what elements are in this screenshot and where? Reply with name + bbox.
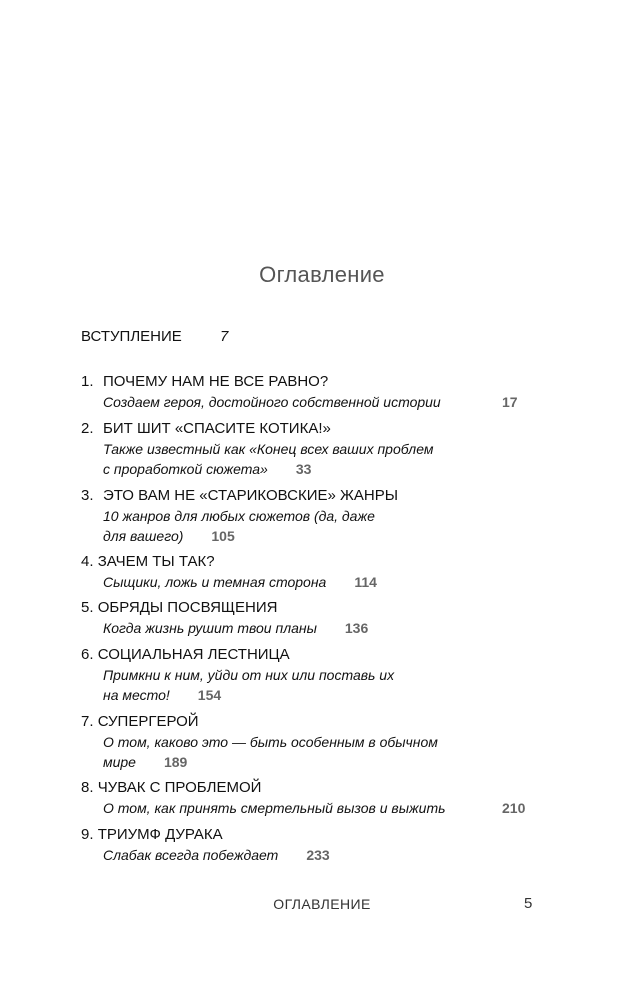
entry-page-number: 154 (197, 687, 222, 703)
entry-subtitle-line: на место! (103, 687, 170, 703)
toc-entry-2 (81, 419, 433, 479)
entry-title: ПОЧЕМУ НАМ НЕ ВСЕ РАВНО? (103, 373, 329, 390)
intro-label: ВСТУПЛЕНИЕ (81, 328, 182, 345)
entry-subtitle-line: мире (103, 754, 136, 770)
entry-title: ЗАЧЕМ ТЫ ТАК? (97, 553, 215, 570)
entry-title: ЧУВАК С ПРОБЛЕМОЙ (97, 779, 262, 796)
entry-page-number: 105 (211, 528, 235, 544)
entry-subtitle-line: Сыщики, ложь и темная сторона (103, 574, 327, 590)
intro-entry (81, 328, 228, 345)
entry-page-number: 33 (295, 461, 312, 477)
toc-entry-3 (81, 486, 398, 546)
entry-number: 3. (81, 487, 94, 504)
entry-number: 5. (81, 599, 94, 616)
entry-page-number: 114 (354, 574, 377, 590)
toc-entry-4 (81, 552, 377, 592)
entry-page-number: 17 (502, 394, 518, 410)
entry-number: 7. (81, 713, 94, 730)
entry-title: ОБРЯДЫ ПОСВЯЩЕНИЯ (97, 599, 278, 616)
page-title: Оглавление (259, 262, 385, 287)
toc-entry-7 (81, 712, 438, 772)
entry-subtitle-line: О том, как принять смертельный вызов и выжить (103, 800, 446, 816)
entry-title: ТРИУМФ ДУРАКА (97, 826, 223, 843)
entry-title: БИТ ШИТ «СПАСИТЕ КОТИКА!» (103, 420, 331, 437)
entry-page-number: 233 (306, 847, 330, 863)
toc-entry-1 (81, 372, 518, 412)
entry-subtitle-line: Создаем героя, достойного собственной истории (103, 394, 441, 410)
entry-subtitle-line: О том, каково это — быть особенным в обычном (103, 734, 438, 750)
entry-subtitle-line: для вашего) (103, 528, 184, 544)
entry-number: 8. (81, 779, 94, 796)
entry-page-number: 136 (344, 620, 369, 636)
entry-title: СУПЕРГЕРОЙ (97, 713, 199, 730)
entry-number: 6. (81, 646, 94, 663)
entry-number: 1. (81, 373, 94, 390)
entry-subtitle-line: Слабак всегда побеждает (103, 847, 279, 863)
running-footer: ОГЛАВЛЕНИЕ (273, 896, 371, 912)
folio-page-number: 5 (524, 895, 533, 912)
entry-page-number: 210 (502, 800, 526, 816)
entry-subtitle-line: Также известный как «Конец всех ваших проблем (103, 441, 434, 457)
entry-subtitle-line: Примкни к ним, уйди от них или поставь их (103, 667, 395, 683)
entry-title: СОЦИАЛЬНАЯ ЛЕСТНИЦА (97, 646, 290, 663)
toc-entry-5 (81, 598, 368, 638)
intro-page-number: 7 (219, 328, 229, 345)
toc-entry-6 (81, 645, 394, 705)
toc-entry-9 (81, 825, 330, 865)
entry-subtitle-line: с проработкой сюжета» (103, 461, 268, 477)
entry-subtitle-line: 10 жанров для любых сюжетов (да, даже (103, 508, 375, 524)
entry-subtitle-line: Когда жизнь рушит твои планы (103, 620, 317, 636)
entry-number: 2. (81, 420, 94, 437)
entry-title: ЭТО ВАМ НЕ «СТАРИКОВСКИЕ» ЖАНРЫ (103, 487, 398, 504)
entry-page-number: 189 (163, 754, 188, 770)
toc-entry-8 (81, 778, 526, 818)
entry-number: 4. (81, 553, 94, 570)
entry-number: 9. (81, 826, 94, 843)
